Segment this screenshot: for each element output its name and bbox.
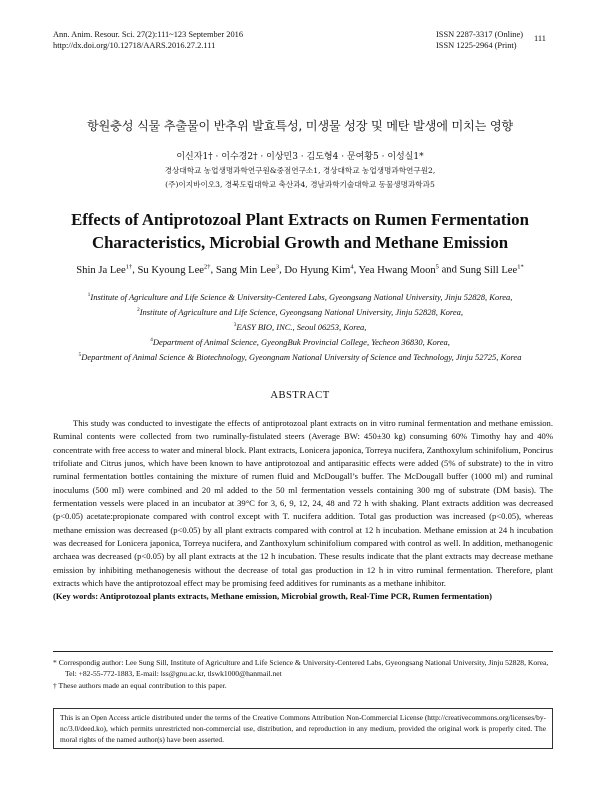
journal-citation: Ann. Anim. Resour. Sci. 27(2):111~123 September 2016: [53, 30, 244, 39]
author: Sung Sill Lee$^{1*}$: [459, 263, 524, 276]
author: Sang Min Lee$^3$: [215, 263, 280, 276]
issn-block: [436, 29, 523, 51]
abstract-text: This study was conducted to investigate the effects of antiprotozoal plant extracts on in vitro ruminal fermentation and methane emission. Ruminal contents were collected from two ruminally-fistulated steers (Average BW: 450±30 kg) consuming 60% Timothy hay and 40% concentrate with free access to water and mineral block. Plant extracts, Lonicera japonica, Torreya nucifera, Zanthoxylum schinifolium, Poncirus trifoliate and Citrus junos, which have been known to have antiprotozoal and antiparasitic effects were added (5% of substrate) to the in vitro ruminal fermentation bottles containing the mixture of rumen fluid and McDougall’s buffer. The McDougall buffer (1000 ml) and ruminal inoculums (500 ml) were combined and 20 ml added to the 50 ml fermentation vessels containing 300 mg of substrate (DM basis). The fermentation vessels were placed in an incubator at 39°C for 3, 6, 9, 12, 24, 48 and 72 h with shaking. Plant extracts addition was decreased (p<0.05) acetate:propionate compared with control except with T. nucifera addition. Total gas production was increased (p<0.05), whereas methane emission was decreased (p<0.05) by all plant extracts compared with control at 12 h incubation. Methane emission at 24 h incubation was decreased for Lonicera japonica, Torreya nucifera, and Zanthoxylum schinifolium compared with control as well. In addition, methanogenic archaea was decreased (p<0.05) by all plant extracts at the 12 h incubation. These results indicate that the plant extracts may decrease methane emission by inhibiting methanogenesis without the decrease of total gas production in 12 h in vitro ruminal fermentation. Therefore, plant extracts which have the antiprotozoal effect may be promising feed additives for ruminants as a methane inhibitor.: [53, 418, 553, 589]
english-authors: Shin Ja Lee$^{1\dagger}$, Su Kyoung Lee$^{2\dagger}$, Sang Min Lee$^3$, Do Hyung Kim$^4$, Yea Hwang Moon$^5$ and Sung Sill Lee$^{1*}$: [76, 263, 524, 276]
affiliation-4: $^4$Department of Animal Science, GyeongBuk Provincial College, Yecheon 36830, Korea,: [150, 336, 450, 347]
english-title-line-2: Characteristics, Microbial Growth and Methane Emission: [91, 233, 509, 252]
korean-authors: 이신자1† · 이수경2† · 이상민3 · 김도형4 · 문여황5 · 이성실1*: [176, 152, 424, 162]
issn-online: ISSN 2287-3317 (Online): [436, 30, 524, 39]
issn-print: ISSN 1225-2964 (Print): [436, 41, 517, 50]
affiliation-2: $^2$Institute of Agriculture and Life Science, Gyeongsang National University, Jinju 52828, Korea,: [136, 306, 464, 317]
doi-link[interactable]: http://dx.doi.org/10.12718/AARS.2016.27.2.111: [53, 41, 216, 50]
affiliation-3: $^3$EASY BIO, INC., Seoul 06253, Korea,: [233, 321, 367, 332]
author: Shin Ja Lee$^{1\dagger}$: [76, 263, 133, 276]
abstract-heading: ABSTRACT: [270, 390, 330, 401]
author: Yea Hwang Moon$^5$: [358, 263, 439, 276]
korean-title: 항원충성 식물 추출물이 반추위 발효특성, 미생물 성장 및 메탄 발생에 미치는 영향: [86, 119, 513, 133]
open-access-notice: This is an Open Access article distributed under the terms of the Creative Commons Attribution Non-Commercial License (http://creativecommons.org/licenses/by-nc/3.0/deed.ko), which permits unrestricted non-commercial use, distribution, and reproduction in any medium, provided the original work is properly cited. The moral rights of the named author(s) have been asserted.: [53, 708, 553, 749]
abstract-body: [53, 417, 553, 604]
corresponding-author-footnote: * Correspondig author: Lee Sung Sill, Institute of Agriculture and Life Science & University-Centered Labs, Gyeongsang National University, Jinju 52828, Korea, Tel: +82-55-772-1883, E-mail: lss@gnu.ac.kr, tlswk1000@hanmail.net: [53, 658, 549, 678]
equal-contribution-footnote: † These authors made an equal contribution to this paper.: [53, 681, 227, 690]
affiliation-1: $^1$Institute of Agriculture and Life Science & University-Centered Labs, Gyeongsang National University, Jinju 52828, Korea,: [87, 291, 513, 302]
korean-affiliation-1: 경상대학교 농업생명과학연구원&중점연구소1, 경상대학교 농업생명과학연구원2,: [164, 166, 436, 175]
author: Do Hyung Kim$^4$: [284, 263, 354, 276]
korean-affiliation-2: (주)이지바이오3, 경북도립대학교 축산과4, 경남과학기술대학교 동물생명과학과5: [165, 180, 435, 189]
page-number: 111: [534, 34, 546, 43]
affiliation-5: $^5$Department of Animal Science & Biotechnology, Gyeongnam National University of Science and Technology, Jinju 52725, Korea: [78, 351, 522, 362]
journal-header: [53, 29, 243, 51]
footnote-divider: [53, 651, 553, 652]
english-title: [0, 208, 600, 254]
english-title-line-1: Effects of Antiprotozoal Plant Extracts on Rumen Fermentation: [71, 210, 529, 229]
author: Su Kyoung Lee$^{2\dagger}$: [137, 263, 211, 276]
keywords: (Key words: Antiprotozoal plants extracts, Methane emission, Microbial growth, Real-Time PCR, Rumen fermentation): [53, 591, 493, 602]
